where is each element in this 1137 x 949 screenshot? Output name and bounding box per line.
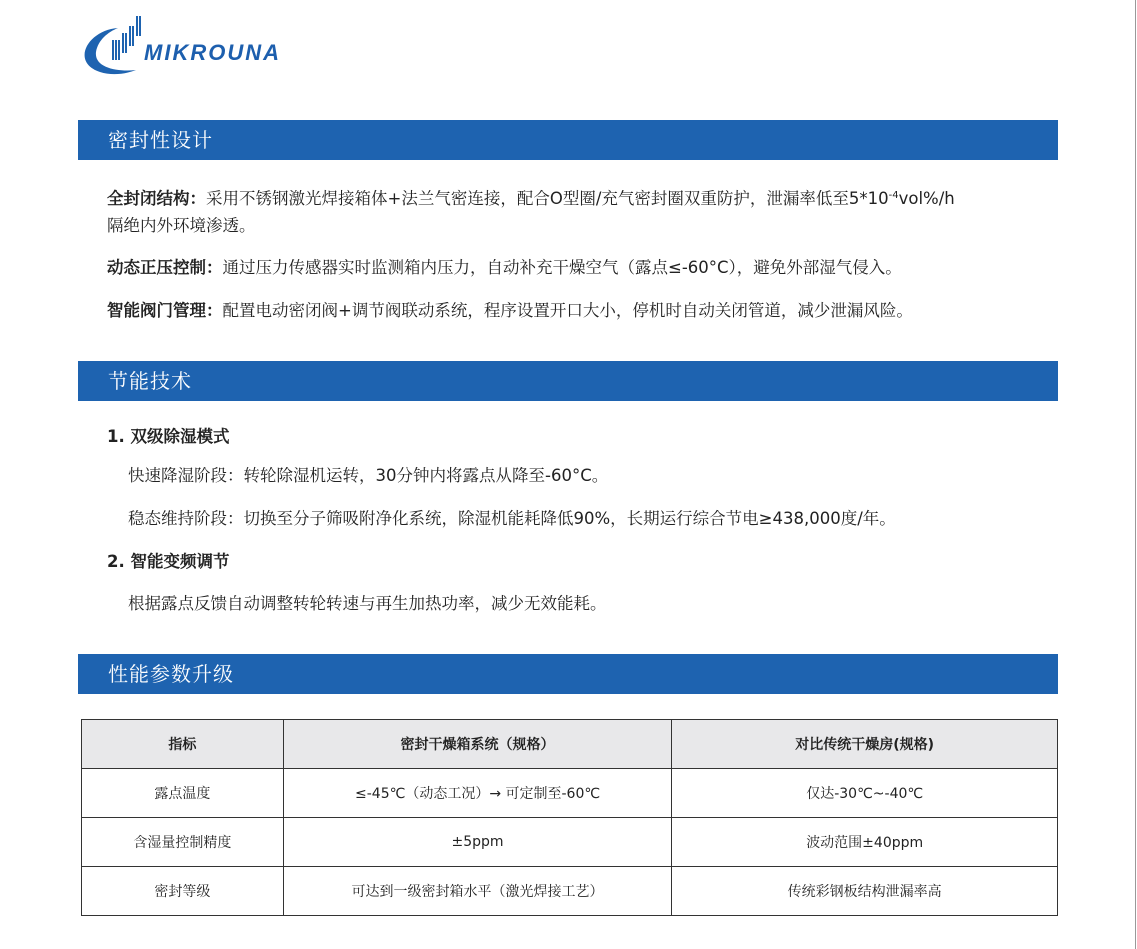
performance-table xyxy=(81,719,1058,916)
table-cell: 露点温度 xyxy=(82,769,284,818)
sealing-item-3 xyxy=(107,299,913,323)
energy-subheading-1: 1. 双级除湿模式 xyxy=(107,427,230,446)
sealing-item-1-line2: 隔绝内外环境渗透。 xyxy=(107,216,256,235)
page-edge-divider xyxy=(1135,0,1136,949)
energy-line: 快速降湿阶段：转轮除湿机运转，30分钟内将露点从降至-60°C。 xyxy=(128,466,609,485)
column-header: 对比传统干燥房(规格) xyxy=(672,720,1058,769)
column-header: 指标 xyxy=(82,720,284,769)
item-label: 智能阀门管理： xyxy=(107,301,223,320)
table-cell: 传统彩钢板结构泄漏率高 xyxy=(672,867,1058,916)
item-text: 通过压力传感器实时监测箱内压力，自动补充干燥空气（露点≤-60°C），避免外部湿气侵入。 xyxy=(222,258,902,277)
table-row xyxy=(82,769,1058,818)
table-cell: ≤-45℃（动态工况）→ 可定制至-60℃ xyxy=(283,769,672,818)
energy-subheading-2: 2. 智能变频调节 xyxy=(107,552,230,571)
item-unit: vol%/h xyxy=(898,189,955,208)
section-header-energy: 节能技术 xyxy=(78,361,1058,401)
table-row xyxy=(82,818,1058,867)
section-header-sealing: 密封性设计 xyxy=(78,120,1058,160)
table-cell: 可达到一级密封箱水平（激光焊接工艺） xyxy=(283,867,672,916)
exponent: -4 xyxy=(888,190,899,201)
table-cell: 密封等级 xyxy=(82,867,284,916)
table-cell: 波动范围±40ppm xyxy=(672,818,1058,867)
sealing-item-1 xyxy=(107,184,955,211)
logo-mark-icon xyxy=(78,14,148,80)
item-label: 全封闭结构： xyxy=(107,189,206,208)
logo-text: MIKROUNA xyxy=(144,40,281,65)
table-header-row xyxy=(82,720,1058,769)
table-cell: ±5ppm xyxy=(283,818,672,867)
logo xyxy=(78,14,288,80)
table-cell: 仅达-30℃~-40℃ xyxy=(672,769,1058,818)
sealing-item-2 xyxy=(107,256,902,280)
item-text: 配置电动密闭阀+调节阀联动系统，程序设置开口大小，停机时自动关闭管道，减少泄漏风险。 xyxy=(222,301,913,320)
energy-line: 稳态维持阶段：切换至分子筛吸附净化系统，除湿机能耗降低90%，长期运行综合节电≥438,000度/年。 xyxy=(128,509,896,528)
item-text: 采用不锈钢激光焊接箱体+法兰气密连接，配合O型圈/充气密封圈双重防护，泄漏率低至5*10 xyxy=(206,189,889,208)
section-header-performance: 性能参数升级 xyxy=(78,654,1058,694)
item-label: 动态正压控制： xyxy=(107,258,223,277)
table-row xyxy=(82,867,1058,916)
table-cell: 含湿量控制精度 xyxy=(82,818,284,867)
column-header: 密封干燥箱系统（规格） xyxy=(283,720,672,769)
energy-line: 根据露点反馈自动调整转轮转速与再生加热功率，减少无效能耗。 xyxy=(128,594,607,613)
